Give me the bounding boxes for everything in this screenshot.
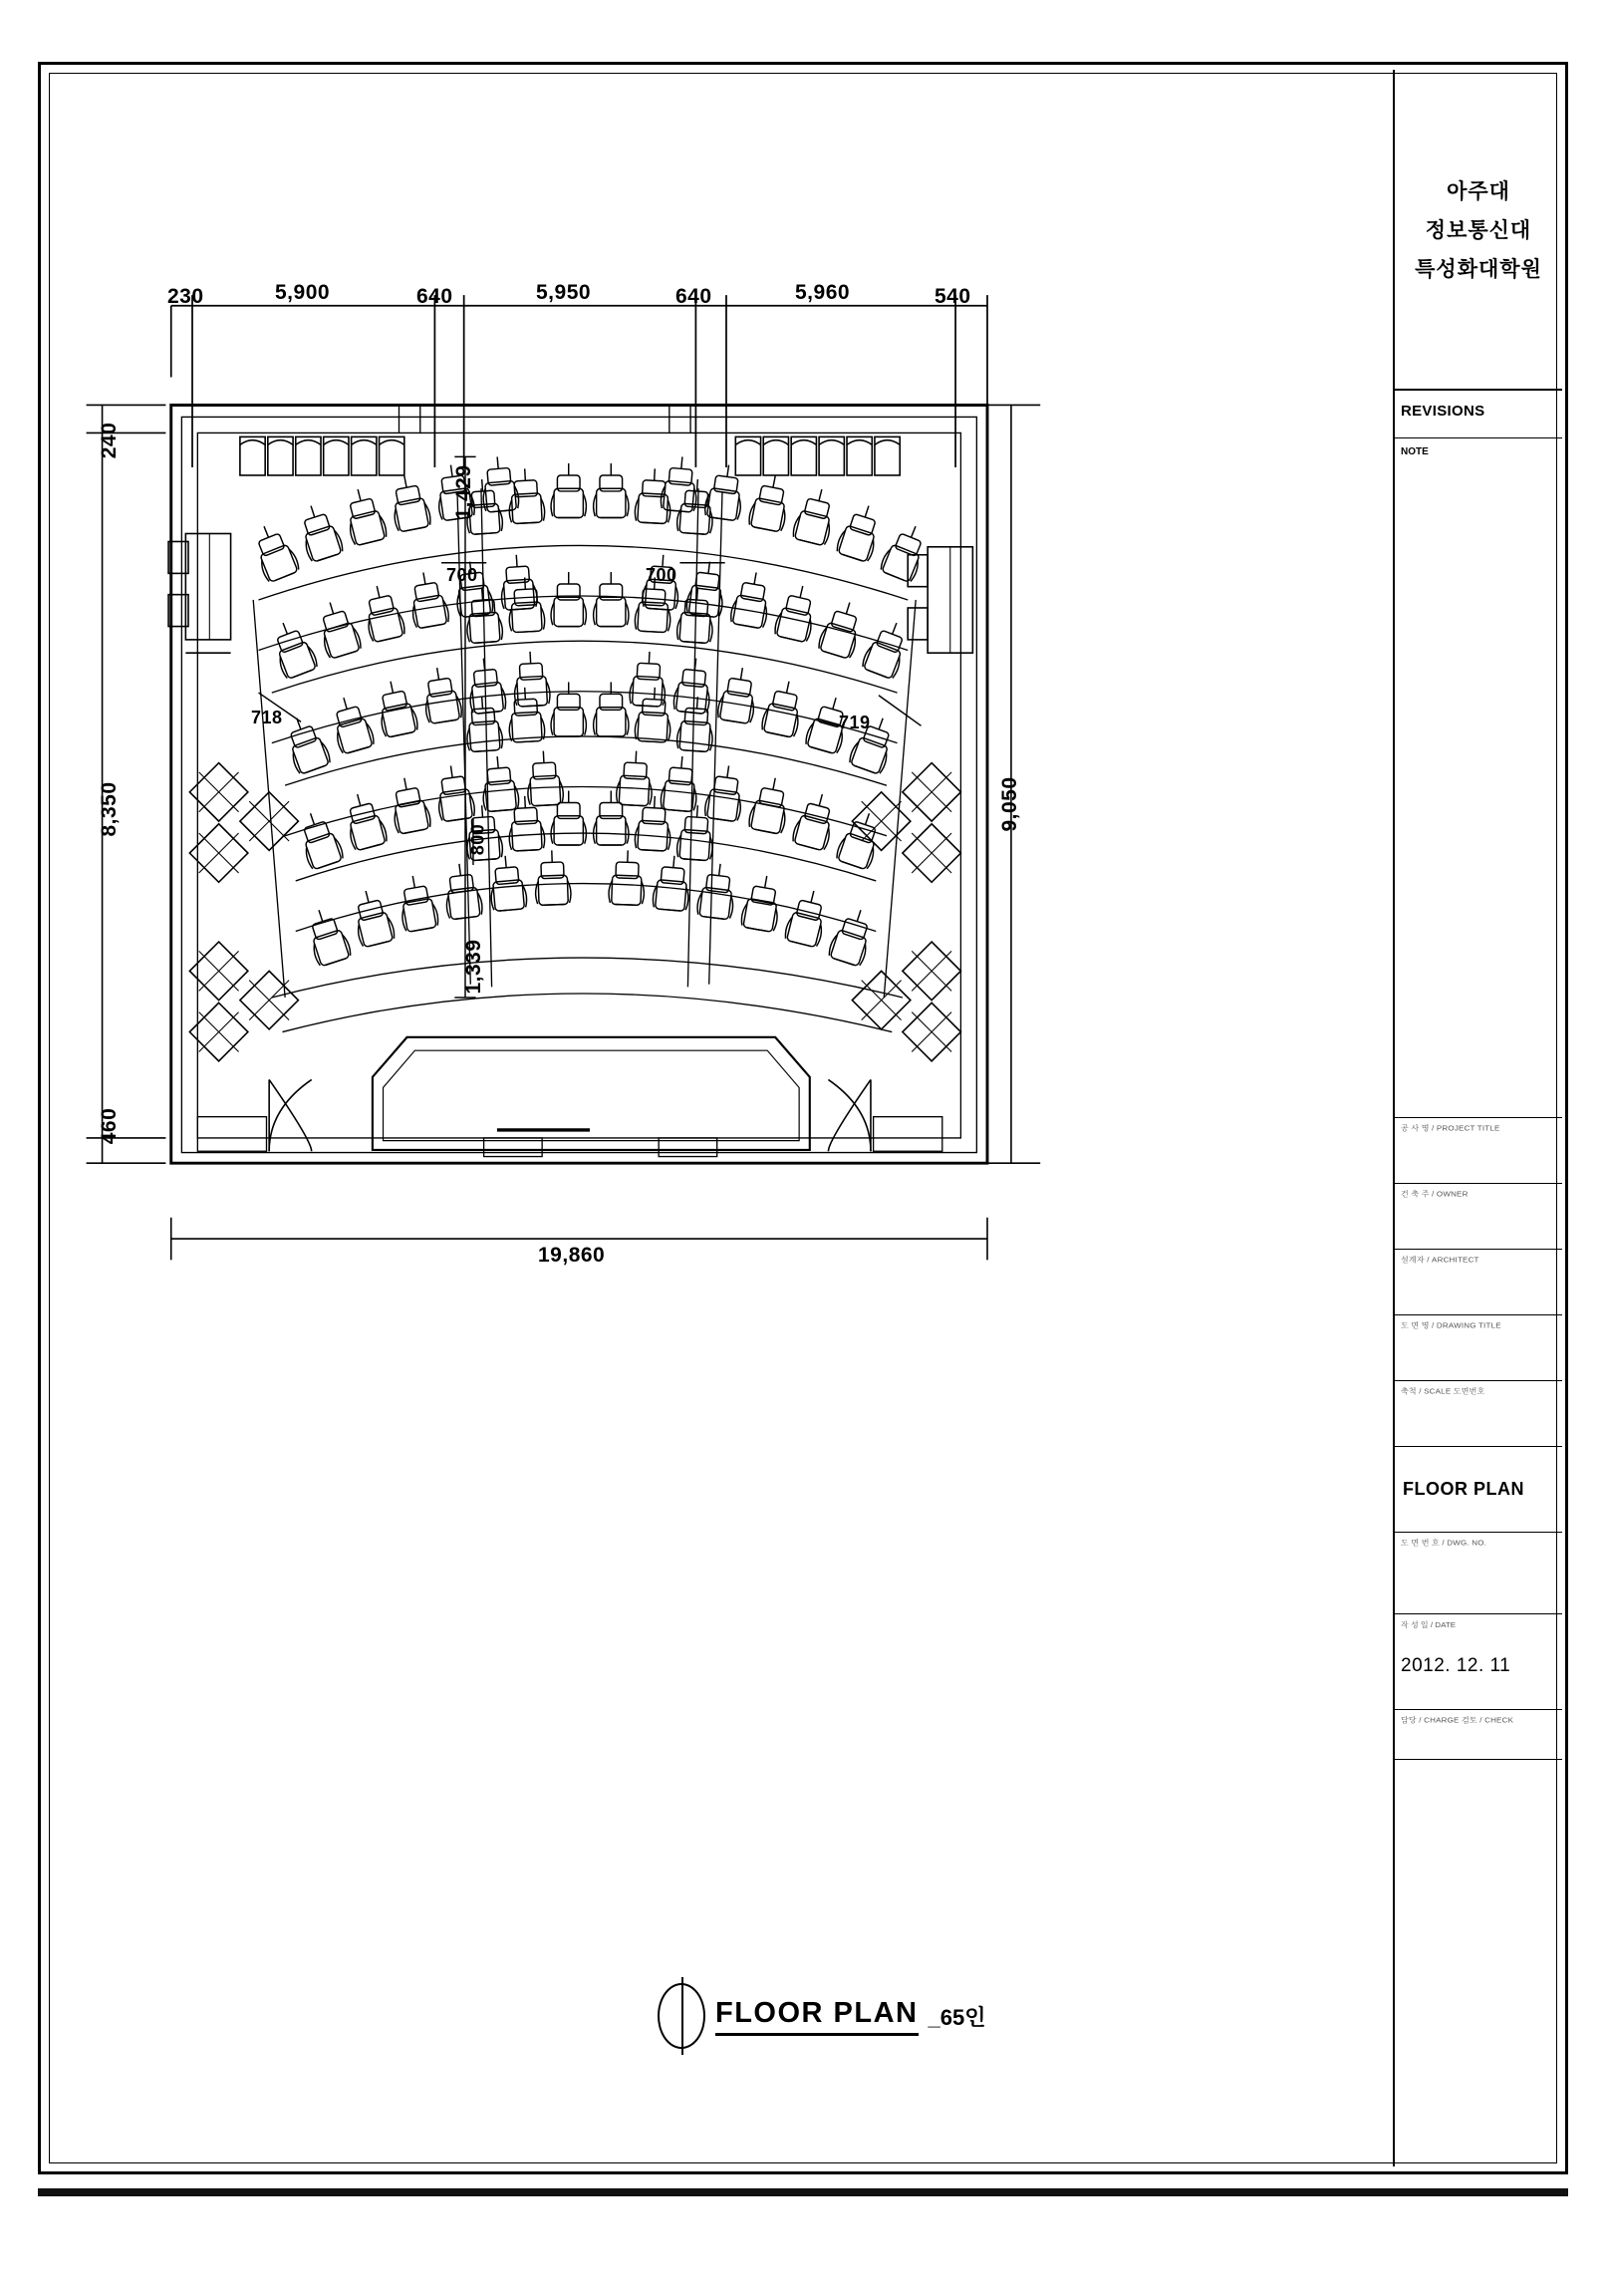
title-block-field-drawing-title: 도 면 명 / DRAWING TITLE: [1395, 1315, 1562, 1381]
title-block-field-scale: 축척 / SCALE 도면번호: [1395, 1381, 1562, 1447]
title-block-date-cell: 작 성 일 / DATE 2012. 12. 11: [1395, 1614, 1562, 1710]
title-block-blank-area: [1395, 1760, 1562, 2166]
dim-interior-700-right: 700: [646, 565, 677, 585]
corner-furniture-left-upper: [189, 763, 298, 883]
dim-interior-700-left: 700: [446, 565, 478, 585]
dim-top-5950: 5,950: [536, 281, 592, 304]
seat-block-right: [609, 455, 933, 968]
drawing-date: 2012. 12. 11: [1401, 1655, 1511, 1676]
floor-plan-drawing: [60, 70, 1385, 2166]
seat-row: [464, 790, 715, 860]
aisle-lines: [253, 488, 916, 1031]
sheet-bottom-bar: [38, 2188, 1568, 2196]
dim-left-460: 460: [98, 1107, 121, 1145]
revisions-label: REVISIONS: [1395, 391, 1562, 438]
title-block-field-architect: 설계자 / ARCHITECT: [1395, 1250, 1562, 1315]
dim-interior-800: 800: [467, 823, 488, 856]
dim-left-240: 240: [98, 422, 121, 459]
interior-dimension-lines: [259, 456, 922, 998]
caption-title: FLOOR PLAN: [715, 1997, 919, 2036]
dim-interior-719: 719: [839, 713, 871, 732]
org-line-3: 특성화대학원: [1415, 257, 1542, 281]
org-line-1: 아주대: [1447, 179, 1510, 203]
dim-right-9050: 9,050: [998, 776, 1021, 832]
dim-top-5960: 5,960: [795, 281, 851, 304]
seat-block-left: [248, 455, 572, 968]
title-block-field-dwg-no: 도 면 번 호 / DWG. NO.: [1395, 1533, 1562, 1614]
seat-row: [267, 554, 538, 681]
rear-lockers-left: [240, 436, 404, 475]
seat-row: [464, 572, 715, 644]
dim-interior-1339: 1,339: [462, 939, 485, 995]
drawing-title: FLOOR PLAN: [1395, 1447, 1562, 1533]
dim-left-8350: 8,350: [98, 781, 121, 837]
dim-interior-718: 718: [251, 708, 283, 727]
title-block-organization: [1395, 70, 1562, 391]
entrance-door-left: [197, 1079, 311, 1151]
seat-block-center: [464, 463, 715, 861]
dim-top-540: 540: [935, 285, 971, 308]
dim-top-640-a: 640: [416, 285, 453, 308]
org-line-2: 정보통신대: [1425, 218, 1532, 242]
title-block-field-owner: 건 축 주 / OWNER: [1395, 1184, 1562, 1250]
seat-row: [280, 651, 550, 775]
seat-row: [464, 463, 715, 535]
dim-top-640-b: 640: [675, 285, 712, 308]
dim-interior-1429: 1,429: [452, 464, 475, 520]
corner-furniture-right-upper: [852, 763, 960, 883]
seat-row: [616, 750, 886, 871]
title-block: [1393, 70, 1560, 2166]
entrance-door-right: [828, 1079, 941, 1151]
caption-capacity: _65인: [928, 2004, 986, 2030]
title-block-field-charge: 담당 / CHARGE 검토 / CHECK: [1395, 1710, 1562, 1760]
section-marker-icon: [658, 1983, 705, 2049]
dim-bottom-19860: 19,860: [538, 1244, 606, 1267]
side-table-left: [168, 533, 231, 653]
dim-top-230: 230: [167, 285, 204, 308]
note-label: NOTE: [1395, 438, 1562, 1118]
seat-row: [294, 750, 564, 871]
seat-row: [302, 850, 571, 968]
title-block-field-project: 공 사 명 / PROJECT TITLE: [1395, 1118, 1562, 1184]
floor-plan-caption: [658, 1983, 985, 2049]
seat-row: [609, 850, 878, 968]
corner-furniture-right-lower: [852, 942, 960, 1061]
dim-top-5900: 5,900: [275, 281, 331, 304]
rear-lockers-right: [735, 436, 900, 475]
floor-plan-svg: [60, 70, 1385, 2166]
building-walls: [171, 405, 987, 1163]
